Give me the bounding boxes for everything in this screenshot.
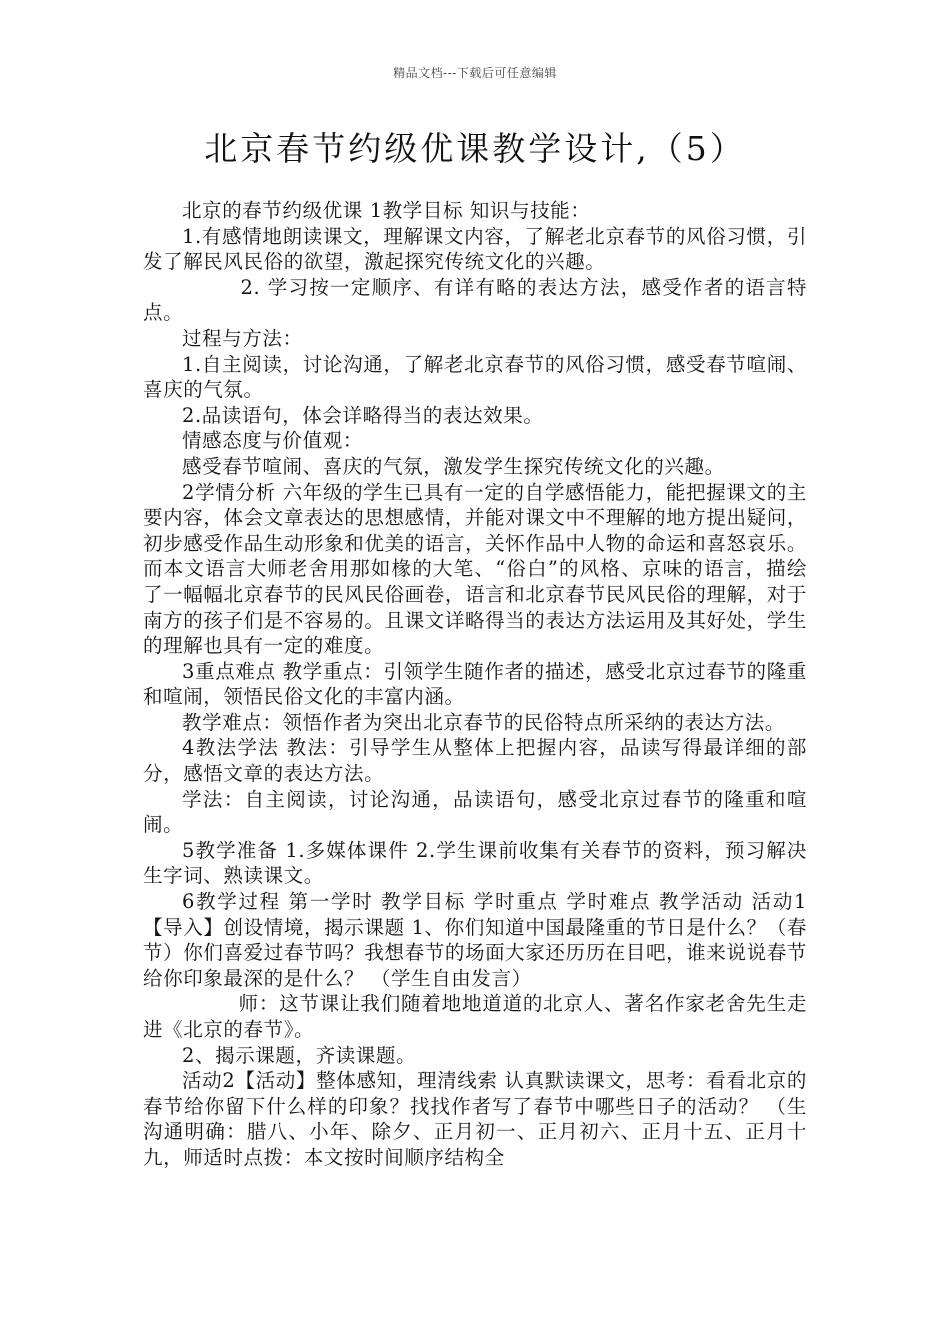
paragraph-learning-method: 学法：自主阅读，讨论沟通，品读语句，感受北京过春节的隆重和喧闹。 xyxy=(143,787,807,837)
paragraph-key-points: 3重点难点 教学重点：引领学生随作者的描述，感受北京过春节的隆重和喧闹，领悟民俗文化的丰富内涵。 xyxy=(143,659,807,709)
document-title: 北京春节约级优课教学设计,（5） xyxy=(204,129,746,168)
page-header-note: 精品文档---下载后可任意编辑 xyxy=(393,66,557,80)
paragraph-process-1: 1.自主阅读，讨论沟通，了解老北京春节的风俗习惯，感受春节喧闹、喜庆的气氛。 xyxy=(143,352,807,402)
paragraph-preparation: 5教学准备 1.多媒体课件 2.学生课前收集有关春节的资料，预习解决生字词、熟读课文。 xyxy=(143,838,807,888)
document-body xyxy=(143,198,807,1171)
paragraph-objectives-heading: 北京的春节约级优课 1教学目标 知识与技能： xyxy=(182,199,591,222)
paragraph-teaching-method: 4教法学法 教法：引导学生从整体上把握内容，品读写得最详细的部分，感悟文章的表达方法。 xyxy=(143,736,807,786)
paragraph-teacher-intro: 师：这节课让我们随着地地道道的北京人、著名作家老舍先生走进《北京的春节》。 xyxy=(143,992,807,1041)
paragraph-process-activity-1: 6教学过程 第一学时 教学目标 学时重点 学时难点 教学活动 活动1【导入】创设情境，揭示课题 1、你们知道中国最隆重的节日是什么？（春节）你们喜爱过春节吗？我想春节的场面大家还历历在目吧，谁来说说春节给你印象最深的是什么？ （学生自由发言） xyxy=(143,890,807,990)
paragraph-learner-analysis: 2学情分析 六年级的学生已具有一定的自学感悟能力，能把握课文的主要内容，体会文章表达的思想感情，并能对课文中不理解的地方提出疑问，初步感受作品生动形象和优美的语言，关怀作品中人物的命运和喜怒哀乐。而本文语言大师老舍用那如椽的大笔、“俗白”的风格、京味的语言，描绘了一幅幅北京春节的民风民俗画卷，语言和北京春节民风民俗的理解，对于南方的孩子们是不容易的。且课文详略得当的表达方法运用及其好处，学生的理解也具有一定的难度。 xyxy=(143,480,807,658)
paragraph-attitude-heading: 情感态度与价值观： xyxy=(182,429,363,453)
paragraph-objective-2: 2. 学习按一定顺序、有详有略的表达方法，感受作者的语言特点。 xyxy=(143,275,807,325)
paragraph-difficulties: 教学难点：领悟作者为突出北京春节的民俗特点所采纳的表达方法。 xyxy=(182,710,786,734)
paragraph-reveal-title: 2、揭示课题，齐读课题。 xyxy=(182,1043,417,1067)
paragraph-process-heading: 过程与方法： xyxy=(182,326,303,350)
paragraph-attitude-1: 感受春节喧闹、喜庆的气氛，激发学生探究传统文化的兴趣。 xyxy=(182,454,725,478)
paragraph-process-2: 2.品读语句，体会详略得当的表达效果。 xyxy=(182,403,544,427)
paragraph-process-activity-2: 活动2【活动】整体感知，理清线索 认真默读课文，思考：看看北京的春节给你留下什么样的印象？找找作者写了春节中哪些日子的活动？ （生沟通明确：腊八、小年、除夕、正月初一、正月初六、正月十五、正月十九，师适时点拨：本文按时间顺序结构全 xyxy=(143,1069,807,1169)
paragraph-objective-1: 1.有感情地朗读课文，理解课文内容，了解老北京春节的风俗习惯，引发了解民风民俗的欲望，激起探究传统文化的兴趣。 xyxy=(143,224,807,274)
